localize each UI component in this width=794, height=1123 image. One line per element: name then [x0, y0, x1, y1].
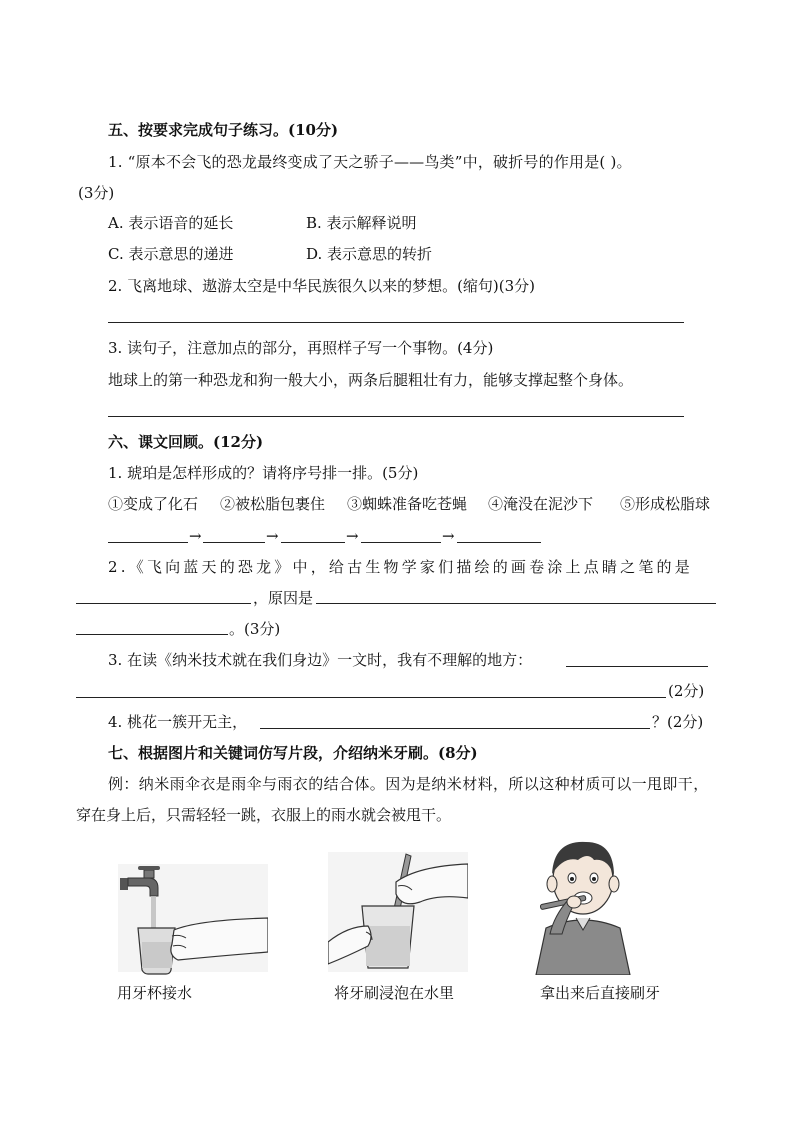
caption-brush-soak: 将牙刷浸泡在水里 [334, 984, 455, 1002]
s6-q3-blank-2[interactable] [76, 697, 666, 698]
s6-q1-blank-2[interactable] [203, 542, 265, 543]
s6-q1-blank-3[interactable] [281, 542, 345, 543]
s5-q2-answer-line[interactable] [108, 322, 684, 323]
s6-q2-blank-1[interactable] [76, 603, 251, 604]
s6-q1-arrow-3: → [346, 527, 359, 545]
s6-q2-stem: 2.《飞向蓝天的恐龙》中，给古生物学家们描绘的画卷涂上点睛之笔的是 [108, 558, 693, 576]
s6-q3-points: (2分) [668, 682, 705, 700]
s6-q1-arrow-1: → [189, 527, 202, 545]
s6-q2-blank-3[interactable] [76, 634, 228, 635]
s6-q2-reason-label: ，原因是 [253, 589, 314, 607]
caption-tap-cup: 用牙杯接水 [117, 984, 193, 1002]
s7-example-line-2: 穿在身上后，只需轻轻一跳，衣服上的雨水就会被甩干。 [76, 806, 452, 824]
s6-q3-blank-1[interactable] [566, 666, 708, 667]
s5-q2-stem: 2. 飞离地球、遨游太空是中华民族很久以来的梦想。(缩句)(3分) [108, 277, 536, 295]
s5-q1-points: (3分) [78, 184, 115, 202]
brush-soak-illustration [328, 846, 468, 974]
s6-q1-stem: 1. 琥珀是怎样形成的？请将序号排一排。(5分) [108, 464, 419, 482]
s6-q1-item-2: ②被松脂包裹住 [220, 495, 326, 513]
s6-q1-item-5: ⑤形成松脂球 [620, 495, 711, 513]
s6-q1-item-1: ①变成了化石 [108, 495, 199, 513]
boy-brushing-illustration [528, 830, 638, 975]
s6-q3-stem: 3. 在读《纳米技术就在我们身边》一文时，我有不理解的地方： [108, 651, 533, 669]
s6-q1-arrow-4: → [442, 527, 455, 545]
s6-q4-stem: 4. 桃花一簇开无主， [108, 713, 248, 731]
s5-q3-answer-line[interactable] [108, 416, 684, 417]
tap-cup-illustration [118, 860, 268, 975]
s5-q1-option-c: C. 表示意思的递进 [108, 245, 234, 263]
s5-q1-option-b: B. 表示解释说明 [306, 214, 417, 232]
s5-q1-stem: 1. “原本不会飞的恐龙最终变成了天之骄子——鸟类”中，破折号的作用是( )。 [108, 153, 632, 171]
s5-q3-stem: 3. 读句子，注意加点的部分，再照样子写一个事物。(4分) [108, 339, 494, 357]
section5-title: 五、按要求完成句子练习。(10分) [108, 121, 339, 139]
s6-q1-item-4: ④淹没在泥沙下 [488, 495, 594, 513]
s6-q2-blank-2[interactable] [316, 603, 716, 604]
s5-q1-option-d: D. 表示意思的转折 [306, 245, 433, 263]
s7-example-line-1: 例：纳米雨伞衣是雨伞与雨衣的结合体。因为是纳米材料，所以这种材质可以一甩即干， [108, 775, 709, 793]
s5-q1-option-a: A. 表示语音的延长 [108, 214, 234, 232]
s6-q1-arrow-2: → [266, 527, 279, 545]
s6-q4-points: ？(2分) [652, 713, 704, 731]
s6-q1-blank-4[interactable] [361, 542, 441, 543]
section7-title: 七、根据图片和关键词仿写片段，介绍纳米牙刷。(8分) [108, 744, 478, 762]
s5-q3-sentence: 地球上的第一种恐龙和狗一般大小，两条后腿粗壮有力，能够支撑起整个身体。 [108, 371, 634, 389]
section6-title: 六、课文回顾。(12分) [108, 433, 264, 451]
s6-q2-points: 。(3分) [229, 620, 281, 638]
s6-q1-blank-5[interactable] [457, 542, 541, 543]
s6-q4-blank[interactable] [260, 728, 650, 729]
caption-boy-brushing: 拿出来后直接刷牙 [540, 984, 661, 1002]
s6-q1-item-3: ③蜘蛛准备吃苍蝇 [347, 495, 468, 513]
s6-q1-blank-1[interactable] [108, 542, 188, 543]
